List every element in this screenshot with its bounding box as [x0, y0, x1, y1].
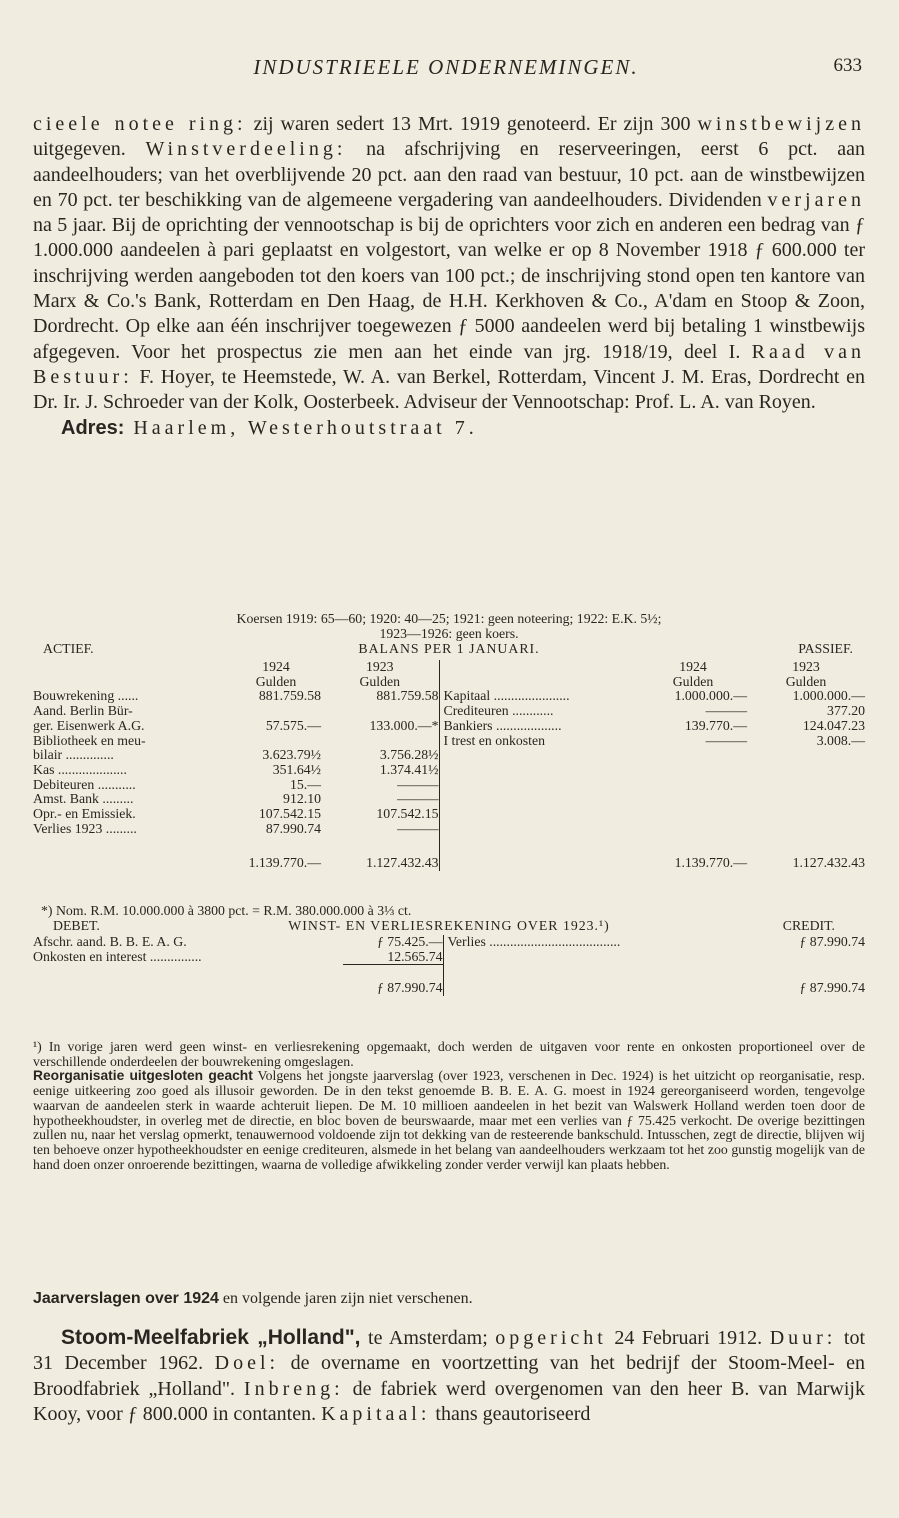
passief-1923 [747, 822, 865, 837]
adres-label: Adres: [61, 416, 125, 439]
actief-1924: 3.623.79½ [262, 747, 321, 763]
unit-label: Gulden [255, 673, 297, 689]
text-run: thans geautoriseerd [430, 1402, 591, 1425]
spaced-term: Raad van Bestuur: [33, 340, 865, 388]
actief-1924 [231, 734, 321, 749]
jaarverslagen-label: Jaarverslagen over 1924 [33, 1290, 219, 1307]
text-run: na afschrijving en reserveeringen, eerst 6 pct. aan aandeelhouders; van het overblijvende 20 pct. aan den raad van bestuur, 10 pct. aan de winstbewijzen en 70 pct. ter beschikking van de algemeene vergadering van aandeelhouders. Dividenden [33, 138, 865, 211]
actief-1923: 133.000.—* [369, 717, 439, 733]
passief-1923: 377.20 [827, 703, 865, 719]
total-p1923: 1.127.432.43 [792, 855, 865, 871]
passief-1923: 1.000.000.— [792, 688, 865, 704]
balans-row [33, 704, 865, 719]
actief-1923: 3.756.28½ [379, 747, 439, 763]
passief-label: Bankiers ................... [439, 719, 639, 734]
year-1923-p: 1923 [792, 659, 820, 674]
actief-1924: 57.575.— [265, 717, 321, 733]
actief-1924 [231, 704, 321, 719]
koersen-line-1: Koersen 1919: 65—60; 1920: 40—25; 1921: geen noteering; 1922: E.K. 5½; [236, 611, 662, 626]
page-number: 633 [833, 55, 862, 76]
text-run: uitgegeven. [33, 138, 146, 161]
debet-label-1: Afschr. aand. B. B. E. A. G. [33, 934, 187, 949]
passief-1923 [747, 778, 865, 793]
balans-row [33, 719, 865, 734]
actief-label: Amst. Bank ......... [33, 791, 134, 807]
passief-1924 [639, 822, 747, 837]
spaced-term: verjaren [767, 188, 865, 211]
passief-1924: 139.770.— [684, 717, 747, 733]
actief-label: ACTIEF. [43, 641, 94, 656]
passief-1923 [747, 807, 865, 822]
text-run: 24 Februari 1912. [606, 1327, 770, 1349]
actief-1923 [321, 734, 439, 749]
actief-1924: 912.10 [283, 791, 321, 807]
passief-label: I trest en onkosten [439, 734, 639, 749]
passief-label [439, 763, 639, 778]
passief-1923: 3.008.— [816, 732, 865, 748]
passief-1923: 124.047.23 [802, 717, 865, 733]
balans-row [33, 689, 865, 704]
actief-1923: ——— [397, 820, 439, 836]
passief-label: PASSIEF. [798, 641, 853, 656]
total-a1924: 1.139.770.— [248, 855, 321, 871]
passief-1923 [747, 763, 865, 778]
total-a1923: 1.127.432.43 [366, 855, 439, 871]
year-row [33, 660, 865, 675]
passief-label [439, 822, 639, 837]
actief-label: Opr.- en Emissiek. [33, 806, 136, 822]
balans-row [33, 822, 865, 837]
spaced-term: opgericht [495, 1327, 607, 1349]
koersen-line-2: 1923—1926: geen koers. [379, 625, 519, 641]
stoom-paragraph [33, 1325, 865, 1427]
balans-title: BALANS PER 1 JANUARI. [358, 641, 540, 656]
year-1923: 1923 [365, 659, 394, 674]
actief-label: Debiteuren ........... [33, 776, 136, 792]
spaced-term: winstbewijzen [697, 113, 865, 135]
intro-paragraph [33, 112, 865, 441]
jaarverslagen-rest: en volgende jaren zijn niet verschenen. [218, 1290, 473, 1307]
year-1924: 1924 [262, 659, 290, 674]
actief-1923: 107.542.15 [376, 806, 439, 822]
credit-cell [443, 935, 865, 950]
winst-table [33, 935, 865, 996]
passief-1923 [747, 748, 865, 763]
credit-label-1: Verlies ...................................... [447, 934, 621, 949]
spaced-term: Winstverdeeling: [145, 138, 347, 161]
debet-label: DEBET. [53, 918, 100, 933]
year-1924-p: 1924 [679, 659, 707, 674]
text-run: F. Hoyer, te Heemstede, W. A. van Berkel, Rotterdam, Vincent J. M. Eras, Dordrecht en Dr. Ir. J. Schroeder van der Kolk, Oosterbeek. Adviseur der Vennootschap: Prof. L. A. van Royen. [33, 365, 865, 414]
passief-1924: ——— [705, 732, 747, 748]
totals-row [33, 856, 865, 871]
adres-value: Haarlem, Westerhoutstraat 7. [124, 416, 478, 439]
actief-1923: ——— [397, 791, 439, 807]
footnote [33, 1040, 865, 1172]
text-run: de fabriek werd overgenomen van den heer B. van Marwijk Kooy, voor ƒ 800.000 in contanten. [33, 1377, 865, 1425]
credit-value-1: ƒ 87.990.74 [799, 934, 865, 949]
actief-label: bilair .............. [33, 747, 114, 763]
passief-label [439, 778, 639, 793]
passief-1924: ——— [705, 703, 747, 719]
spaced-term: Kapitaal: [321, 1402, 431, 1425]
reorg-label: Reorganisatie uitgesloten geacht [33, 1068, 253, 1084]
page-header [30, 55, 862, 89]
winst-totals [33, 981, 865, 996]
footnote-p2 [33, 1069, 865, 1172]
passief-label [439, 792, 639, 807]
text-run: na 5 jaar. Bij de oprichting der vennootschap is bij de oprichters voor zich en anderen een bedrag van ƒ 1.000.000 aandeelen à pari geplaatst en volgestort, van welke er op 8 November 1918 ƒ 600.000 ter inschrijving werden aangeboden tot den koers van 100 pct.; de inschrijving stond open ten kantore van Marx & Co.'s Bank, Rotterdam en Den Haag, de H.H. Kerkhoven & Co., A'dam en Stoop & Zoon, Dordrecht. Op elke aan één inschrijver toegewezen ƒ 5000 aandeelen werd bij betaling 1 winstbewijs afgegeven. Voor het prospectus zie men aan het einde van jrg. 1918/19, deel I. [33, 214, 865, 363]
reorg-text: Volgens het jongste jaarverslag (over 1923, verschenen in Dec. 1924) is het uitzicht op reorganisatie, resp. eenige uitkeering zoo goed als illusoir geworden. De in den tekst genoemde B. B. E. A. G. moest in 1924 gereorganiseerd worden, tengevolge waarvan de aandeelen sterk in waarde achteruit liepen. De M. 10 millioen aandeelen in het bezit van Walswerk Holland werden toen door de hypotheekhoudster, in overleg met de directie, en bloc boven de beurswaarde, maar met een verlies van ƒ 75.425 verkocht. De overige bezittingen zullen nu, naar het verslag opmerkt, tenauwernood voldoende zijn tot dekking van de resteerende bankschuld. Intusschen, zegt de directie, blijven wij ten behoeve onzer hypotheekhoudster en eenige crediteuren, alsmede in het belang van aandeelhouders werkzaam tot het zoo gunstig mogelijk van de hand doen onzer onroerende bezittingen, waarna de volledige afwikkeling zonder verder verwijl kan plaats hebben. [33, 1068, 865, 1172]
credit-label: CREDIT. [782, 918, 835, 933]
text-run: tot 31 December 1962. [33, 1327, 865, 1375]
passief-1924 [639, 763, 747, 778]
winst-row [33, 935, 865, 950]
passief-label [439, 807, 639, 822]
balans-note: *) Nom. R.M. 10.000.000 à 3800 pct. = R.M. 380.000.000 à 3⅓ ct. [41, 903, 412, 918]
balans-table [33, 660, 865, 871]
actief-label: Bouwrekening ...... [33, 688, 139, 704]
passief-1923 [747, 792, 865, 807]
passief-1924 [639, 792, 747, 807]
passief-label [439, 748, 639, 763]
actief-1923: 881.759.58 [376, 688, 439, 704]
debet-value-1: ƒ 75.425.— [376, 934, 443, 949]
winst-title: WINST- EN VERLIESREKENING OVER 1923.¹) [288, 918, 610, 933]
unit-label: Gulden [672, 673, 714, 689]
spaced-term: Doel: [214, 1352, 280, 1375]
balans-row [33, 778, 865, 793]
actief-label: Bibliotheek en meu- [33, 732, 146, 748]
actief-1924: 15.— [289, 776, 321, 792]
actief-label: ger. Eisenwerk A.G. [33, 717, 145, 733]
actief-label: Aand. Berlin Bür- [33, 703, 133, 719]
passief-1924 [639, 748, 747, 763]
text-run: zij waren sedert 13 Mrt. 1919 genoteerd. Er zijn 300 [246, 113, 698, 135]
passief-1924 [639, 807, 747, 822]
total-debet: ƒ 87.990.74 [376, 979, 443, 995]
company-name: Stoom-Meelfabriek „Holland", [61, 1326, 361, 1349]
balans-row [33, 748, 865, 763]
unit-row [33, 675, 865, 690]
balans-row [33, 763, 865, 778]
actief-1924: 87.990.74 [265, 820, 321, 836]
text-run: de overname en voortzetting van het bedrijf der Stoom-Meel- en Broodfabriek „Holland". [33, 1352, 866, 1400]
balans-row [33, 792, 865, 807]
actief-1924: 351.64½ [272, 761, 321, 777]
passief-1924: 1.000.000.— [674, 688, 747, 704]
spaced-term: cieele notee ring: [33, 113, 247, 135]
actief-1924: 107.542.15 [258, 806, 321, 822]
balans-row [33, 807, 865, 822]
actief-1924: 881.759.58 [258, 688, 321, 704]
winst-row [33, 950, 865, 965]
balans-heading [33, 642, 865, 658]
balans-row [33, 734, 865, 749]
running-title: INDUSTRIEELE ONDERNEMINGEN. [253, 55, 639, 79]
spaced-term: Duur: [769, 1327, 837, 1349]
actief-1923: 1.374.41½ [379, 761, 439, 777]
unit-label: Gulden [359, 673, 401, 689]
debet-label-2: Onkosten en interest ............... [33, 948, 202, 964]
passief-label: Crediteuren ............ [439, 704, 639, 719]
spaced-term: Inbreng: [243, 1377, 344, 1400]
actief-label: Verlies 1923 ......... [33, 820, 137, 836]
actief-label: Kas .................... [33, 761, 127, 777]
debet-value-2: 12.565.74 [387, 948, 443, 964]
unit-label: Gulden [785, 673, 827, 689]
total-p1924: 1.139.770.— [674, 855, 747, 871]
footnote-p1: ¹) In vorige jaren werd geen winst- en verliesrekening opgemaakt, doch werden de uitgaven voor rente en onkosten proportioneel over de verschillende onderdeelen der bouwrekening omgeslagen. [33, 1039, 865, 1069]
passief-label: Kapitaal ...................... [439, 689, 639, 704]
text-run: te Amsterdam; [360, 1327, 496, 1349]
jaarverslagen [33, 1290, 865, 1308]
total-credit: ƒ 87.990.74 [799, 979, 865, 995]
passief-1924 [639, 778, 747, 793]
koersen [33, 612, 865, 641]
actief-1923 [321, 704, 439, 719]
winst-heading [33, 919, 865, 935]
actief-1923: ——— [397, 776, 439, 792]
